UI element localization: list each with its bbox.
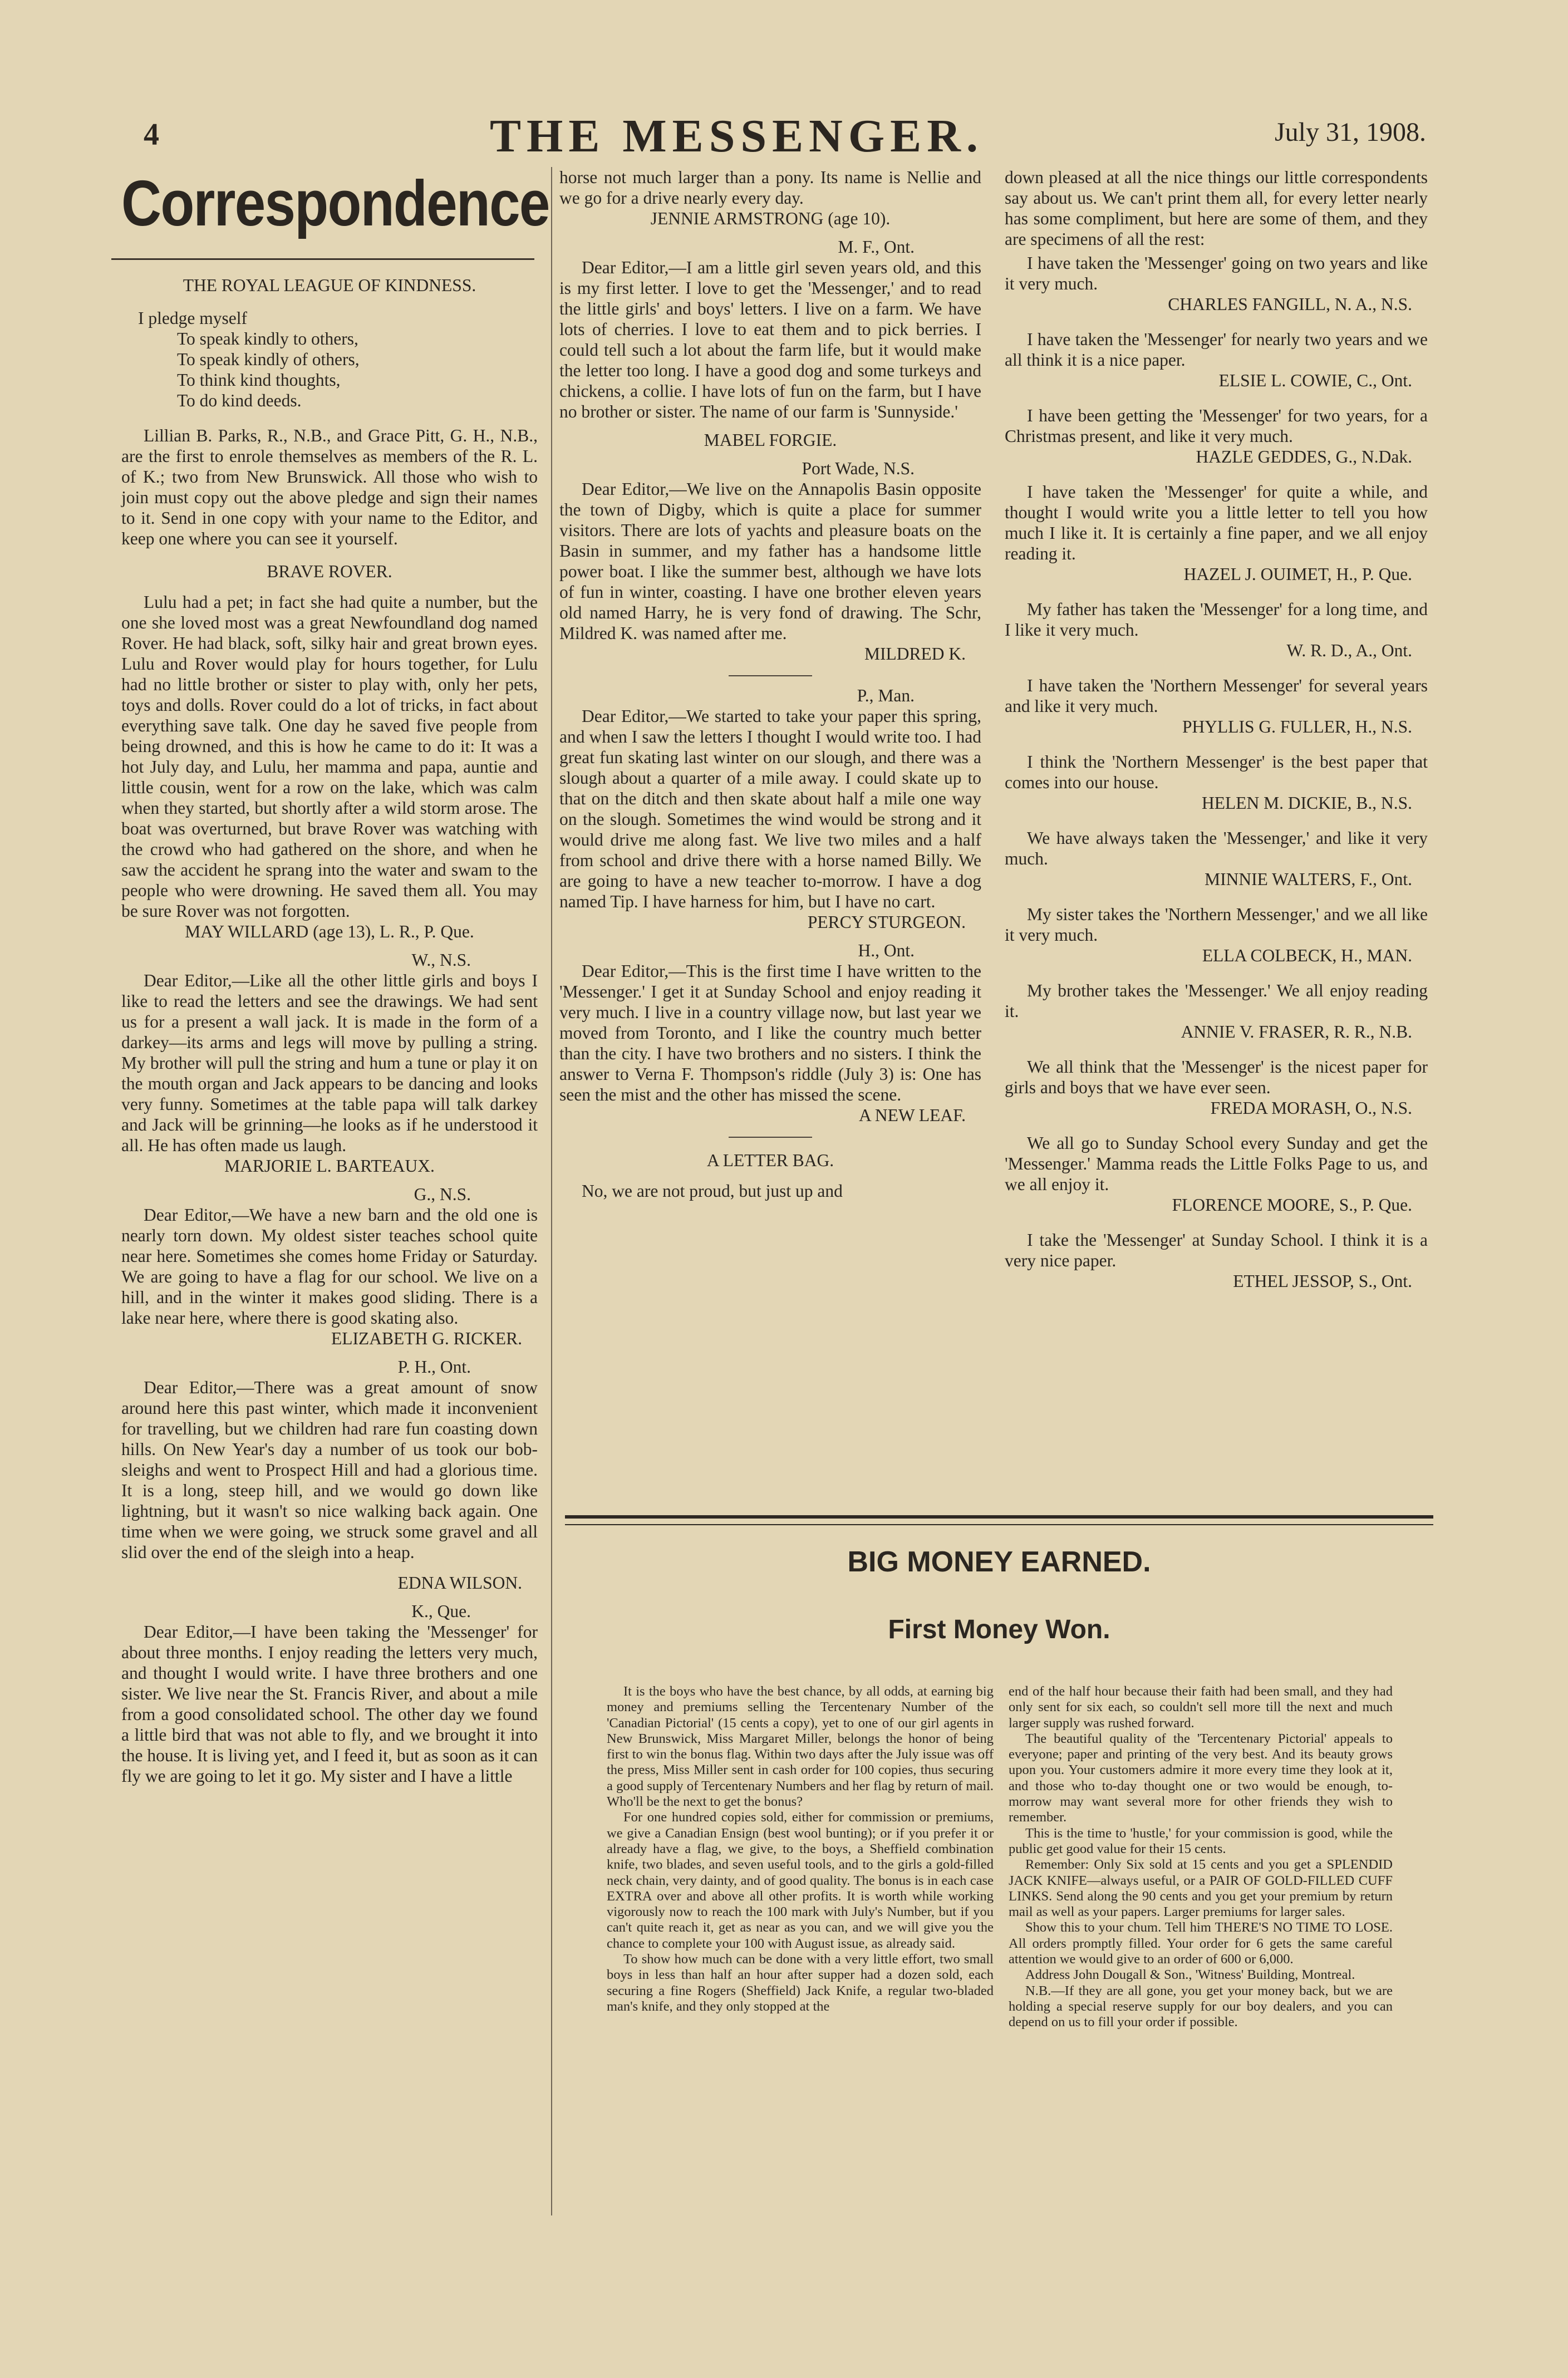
letter-place: W., N.S. [411, 950, 471, 970]
letter-bag-entry [1005, 1230, 1428, 1291]
signature: PHYLLIS G. FULLER, H., N.S. [1182, 717, 1412, 736]
separator [729, 675, 812, 676]
separator [729, 1137, 812, 1138]
signature: ANNIE V. FRASER, R. R., N.B. [1181, 1022, 1412, 1041]
letter-text: horse not much larger than a pony. Its name is Nellie and we go for a drive nearly every day. [559, 168, 981, 208]
letter-text: Dear Editor,—I am a little girl seven years old, and this is my first letter. I love to get the 'Messenger,' and to read the little girls' and boys' letters. I live on a farm. We have lots of cherries. I love to eat them and to pick berries. I could tell such a lot about the farm life, but it would make the letter too long. I have a good dog and some turkeys and chickens, a collie. I have lots of fun on the farm, but I have no brother or sister. The name of our farm is 'Sunnyside.' [559, 258, 981, 421]
ad-paragraph: Remember: Only Six sold at 15 cents and you get a SPLENDID JACK KNIFE—always useful, or a PAIR OF GOLD-FILLED CUFF LINKS. Send along the 90 cents and you get your premium by return mail as well as your papers. Larger premiums for larger sales. [1009, 1857, 1393, 1920]
letter-place: K., Que. [411, 1601, 471, 1621]
entry-text: I take the 'Messenger' at Sunday School. I think it is a very nice paper. [1005, 1230, 1428, 1270]
pledge-line: To speak kindly of others, [177, 350, 360, 369]
ad-paragraph: It is the boys who have the best chance, by all odds, at earning big money and premiums selling the Tercentenary Number of the 'Canadian Pictorial' (15 cents a copy), yet to one of our girl agents in New Brunswick, Miss Margaret Miller, belongs the honor of being first to win the bonus flag. Within two days after the July issue was off the press, Miss Miller sent in cash order for 100 copies, thus securing a good supply of Tercentenary Numbers and her flag by return of mail. Who'll be the next to get the bonus? [607, 1684, 994, 1810]
entry-text: We all think that the 'Messenger' is the nicest paper for girls and boys that we have ever seen. [1005, 1057, 1428, 1097]
ad-paragraph: N.B.—If they are all gone, you get your money back, but we are holding a special reserve supply for our boy dealers, and you can depend on us to fill your order if possible. [1009, 1983, 1393, 2030]
ad-paragraph: Show this to your chum. Tell him THERE'S NO TIME TO LOSE. All orders promptly filled. Your order for 6 gets the same careful attention we would give to an order of 600 or 6,000. [1009, 1920, 1393, 1967]
signature: A NEW LEAF. [858, 1106, 966, 1125]
letter-text: Dear Editor,—This is the first time I have written to the 'Messenger.' I get it at Sunday School and enjoy reading it very much. I live in a country village now, but last year we moved from Toronto, and I like the country much better than the city. I have two brothers and no sisters. I think the answer to Verna F. Thompson's riddle (July 3) is: One has seen the mist and the other has missed the scene. [559, 961, 981, 1104]
signature: MABEL FORGIE. [704, 430, 837, 450]
letter-bag-entry [1005, 675, 1428, 737]
league-heading: THE ROYAL LEAGUE OF KINDNESS. [183, 276, 476, 295]
signature: CHARLES FANGILL, N. A., N.S. [1168, 294, 1412, 314]
entry-text: I have been getting the 'Messenger' for two years, for a Christmas present, and like it very much. [1005, 406, 1428, 446]
signature: JENNIE ARMSTRONG (age 10). [650, 209, 891, 228]
signature: MINNIE WALTERS, F., Ont. [1205, 869, 1412, 889]
letter-place: H., Ont. [858, 941, 915, 960]
ad-paragraph: Address John Dougall & Son., 'Witness' Building, Montreal. [1025, 1967, 1355, 1983]
signature: EDNA WILSON. [397, 1573, 522, 1593]
signature: ELSIE L. COWIE, C., Ont. [1218, 371, 1412, 390]
league-text: Lillian B. Parks, R., N.B., and Grace Pitt, G. H., N.B., are the first to enrole themselves as members of the R. L. of K.; two from New Brunswick. All those who wish to join must copy out the above pledge and sign their names to it. Send in one copy with your name to the Editor, and keep one where you can see it yourself. [121, 426, 538, 548]
letter-bag-entry [1005, 1057, 1428, 1118]
letter-place: P., Man. [857, 686, 915, 705]
entry-text: I have taken the 'Messenger' going on two years and like it very much. [1005, 253, 1428, 293]
letter-text: Dear Editor,—We live on the Annapolis Basin opposite the town of Digby, which is quite a place for summer visitors. There are lots of yachts and pleasure boats on the Basin in summer, and my father has a handsome little power boat. I like the summer best, although we have lots of fun in winter, coasting. I have one brother eleven years old named Harry, he is very fond of drawing. The Schr, Mildred K. was named after me. [559, 479, 981, 643]
signature: MILDRED K. [864, 644, 966, 664]
entry-text: I think the 'Northern Messenger' is the best paper that comes into our house. [1005, 752, 1428, 792]
letter-bag-entry [1005, 828, 1428, 890]
masthead: THE MESSENGER. [490, 110, 984, 162]
entry-text: I have taken the 'Northern Messenger' for several years and like it very much. [1005, 676, 1428, 716]
title-rule [111, 258, 534, 260]
ad-rule-thin [565, 1524, 1433, 1525]
entry-text: My brother takes the 'Messenger.' We all enjoy reading it. [1005, 981, 1428, 1021]
letter-bag-entry [1005, 329, 1428, 391]
letter-bag-entry [1005, 751, 1428, 813]
letter-text: No, we are not proud, but just up and [582, 1181, 843, 1201]
letter-text: Dear Editor,—Like all the other little girls and boys I like to read the letters and see the drawings. We had sent us for a present a wall jack. It is made in the form of a darkey—its arms and legs will move by pulling a string. My brother will pull the string and hum a tune or play it on the mouth organ and Jack appears to be dancing and looks very funny. Sometimes at the table papa will talk darkey and Jack will be grinning—he looks as if he understood it all. He has often made us laugh. [121, 971, 538, 1155]
letter-bag-entry [1005, 1133, 1428, 1215]
letter-place: Port Wade, N.S. [802, 459, 915, 478]
signature: PERCY STURGEON. [807, 912, 966, 932]
signature: FREDA MORASH, O., N.S. [1210, 1098, 1412, 1118]
pledge-poem [138, 308, 538, 411]
letter-bag-entry [1005, 253, 1428, 315]
signature: W. R. D., A., Ont. [1286, 641, 1412, 660]
rover-heading: BRAVE ROVER. [267, 562, 392, 581]
ad-paragraph: end of the half hour because their faith had been small, and they had only sent for six each, so couldn't sell more till the next and much larger supply was rushed forward. [1009, 1684, 1393, 1731]
entry-text: My father has taken the 'Messenger' for a long time, and I like it very much. [1005, 600, 1428, 640]
letter-place: G., N.S. [414, 1185, 471, 1204]
ad-column-right [1009, 1684, 1393, 2031]
signature: MAY WILLARD (age 13), L. R., P. Que. [185, 922, 474, 941]
pledge-line: To speak kindly to others, [177, 329, 358, 348]
ad-paragraph: The beautiful quality of the 'Tercentenary Pictorial' appeals to everyone; paper and printing of the very best. And its beauty grows upon you. Your customers admire it more every time they look at it, and those who to-day thought one or two would be enough, to-morrow may want several more for other friends they wish to remember. [1009, 1731, 1393, 1825]
signature: HELEN M. DICKIE, B., N.S. [1202, 793, 1412, 813]
letter-place: M. F., Ont. [838, 237, 915, 257]
signature: ETHEL JESSOP, S., Ont. [1233, 1271, 1412, 1291]
letter-text: Dear Editor,—I have been taking the 'Messenger' for about three months. I enjoy reading the letters very much, and thought I would write. I have three brothers and one sister. We live near the St. Francis River, and about a mile from a good consolidated school. The other day we found a little bird that was not able to fly, and we brought it into the house. It is living yet, and I feed it, but as soon as it can fly we are going to let it go. My sister and I have a little [121, 1622, 538, 1786]
letter-text: Dear Editor,—We have a new barn and the old one is nearly torn down. My oldest sister teaches school quite near here. Sometimes she comes home Friday or Saturday. We are going to have a flag for our school. We live on a hill, and in the winter it makes good sliding. There is a lake near here, where there is good skating also. [121, 1205, 538, 1328]
letter-bag-heading: A LETTER BAG. [706, 1151, 834, 1170]
entry-text: We have always taken the 'Messenger,' and like it very much. [1005, 828, 1428, 868]
ad-subhead: First Money Won. [888, 1615, 1110, 1644]
entry-text: I have taken the 'Messenger' for nearly two years and we all think it is a nice paper. [1005, 330, 1428, 370]
letter-text: Dear Editor,—There was a great amount of snow around here this past winter, which made it inconvenient for travelling, but we children had rare fun coasting down hills. On New Year's day a number of us took our bob-sleighs and went to Prospect Hill and had a glorious time. It is a long, steep hill, and we would go down like lightning, but it wasn't so nice walking back again. One time when we were going, we struck some gravel and all slid over the end of the sleigh into a heap. [121, 1378, 538, 1562]
letter-bag-entry [1005, 405, 1428, 467]
ad-column-left [607, 1684, 994, 2015]
letter-text: Dear Editor,—We started to take your paper this spring, and when I saw the letters I thought I would write too. I had great fun skating last winter on our slough, and there was a slough about a quarter of a mile away. I could skate up to that on the ditch and then skate about half a mile one way on the slough. Sometimes the wind would be strong and it would drive me along fast. We live two miles and a half from school and drive there with a horse named Billy. We are going to have a new teacher to-morrow. I have a dog named Tip. I have harness for him, but I have no cart. [559, 706, 981, 911]
signature: HAZLE GEDDES, G., N.Dak. [1196, 447, 1412, 466]
ad-paragraph: This is the time to 'hustle,' for your commission is good, while the public get good value for their 15 cents. [1009, 1825, 1393, 1856]
letter-bag-intro: down pleased at all the nice things our little correspondents say about us. We can't print them all, for every letter nearly has some compliment, but here are some of them, and they are specimens of all the rest: [1005, 168, 1428, 249]
issue-date: July 31, 1908. [1275, 117, 1427, 147]
letter-bag-entry [1005, 599, 1428, 661]
letter-bag-entry [1005, 482, 1428, 584]
column-2 [559, 167, 981, 1201]
column-1 [121, 267, 538, 1786]
pledge-line: I pledge myself [138, 308, 247, 328]
ad-paragraph: To show how much can be done with a very little effort, two small boys in less than half an hour after supper had a dozen sold, each securing a fine Rogers (Sheffield) Jack Knife, a regular two-bladed man's knife, and they only stopped at the [607, 1952, 994, 2014]
signature: HAZEL J. OUIMET, H., P. Que. [1183, 564, 1412, 584]
entry-text: I have taken the 'Messenger' for quite a while, and thought I would write you a little letter to tell you how much I like it. It is certainly a fine paper, and we all enjoy reading it. [1005, 482, 1428, 563]
letter-bag-entry [1005, 904, 1428, 966]
ad-headline: BIG MONEY EARNED. [847, 1546, 1151, 1578]
signature: ELLA COLBECK, H., MAN. [1202, 946, 1412, 965]
section-title: Correspondence [121, 167, 549, 239]
pledge-line: To do kind deeds. [177, 391, 302, 410]
signature: MARJORIE L. BARTEAUX. [224, 1156, 435, 1176]
signature: FLORENCE MOORE, S., P. Que. [1172, 1195, 1412, 1215]
page-number: 4 [144, 117, 159, 152]
letter-bag-entry [1005, 980, 1428, 1042]
column-divider [551, 167, 552, 2215]
entry-text: My sister takes the 'Northern Messenger,' and we all like it very much. [1005, 905, 1428, 945]
entry-text: We all go to Sunday School every Sunday and get the 'Messenger.' Mamma reads the Little Folks Page to us, and we all enjoy it. [1005, 1133, 1428, 1194]
ad-paragraph: For one hundred copies sold, either for commission or premiums, we give a Canadian Ensign (best wool bunting); or if you prefer it or already have a flag, we give, to the boys, a Sheffield combination knife, two blades, and seven useful tools, and to the girls a gold-filled neck chain, very dainty, and of good quality. The bonus is in each case EXTRA over and above all other profits. It is worth while working vigorously now to reach the 100 mark with July's Number, but if you can't quite reach it, get as near as you can, and we will give you the chance to complete your 100 with August issue, as already said. [607, 1810, 994, 1951]
signature: ELIZABETH G. RICKER. [331, 1329, 522, 1348]
column-3 [1005, 167, 1428, 1306]
letter-place: P. H., Ont. [397, 1357, 471, 1377]
ad-rule [565, 1515, 1433, 1519]
rover-text: Lulu had a pet; in fact she had quite a number, but the one she loved most was a great Newfoundland dog named Rover. He had black, soft, silky hair and great brown eyes. Lulu and Rover would play for hours together, for Lulu had no little brother or sister to play with, only her pets, toys and dolls. Rover could do a lot of tricks, in fact about everything save talk. One day he saved five people from being drowned, and this is how he came to do it: It was a hot July day, and Lulu, her mamma and papa, auntie and little cousin, went for a row on the lake, which was calm when they started, but shortly after a wild storm arose. The boat was overturned, but brave Rover was watching with the crowd who had gathered on the shore, and when he saw the accident he sprang into the water and swam to the people who were drowning. He saved them all. You may be sure Rover was not forgotten. [121, 592, 538, 921]
pledge-line: To think kind thoughts, [177, 370, 341, 390]
